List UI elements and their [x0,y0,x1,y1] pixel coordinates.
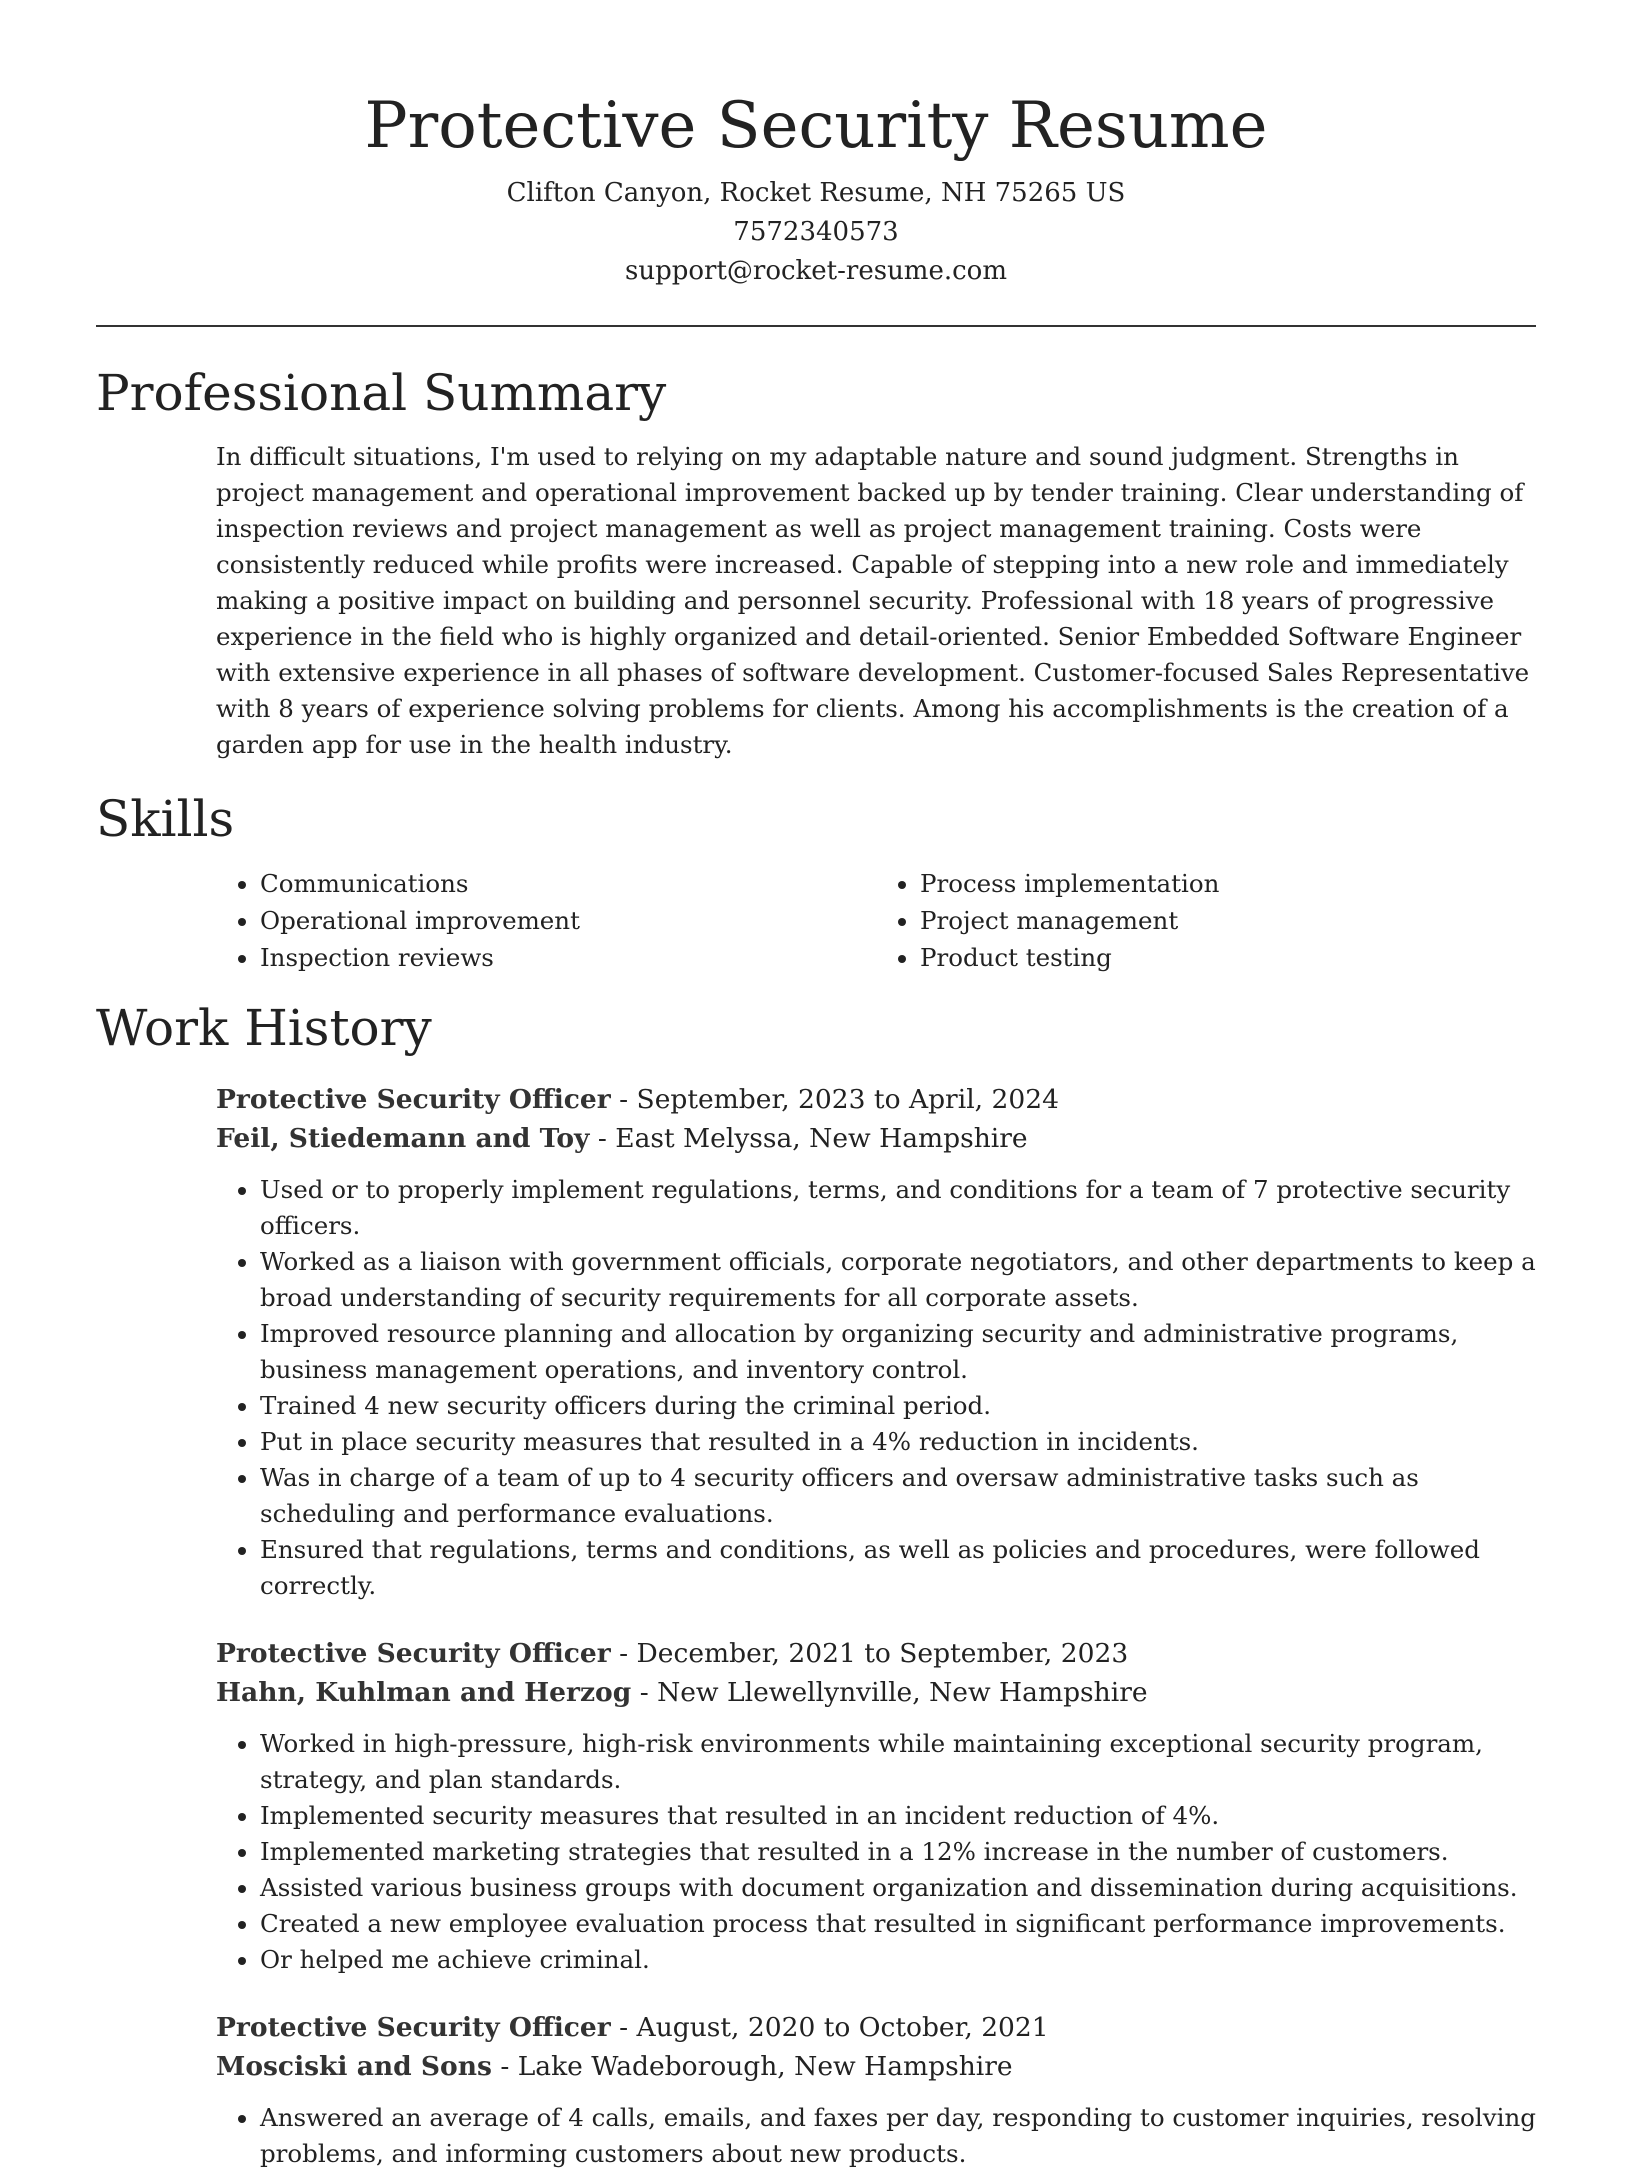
job-company: Feil, Stiedemann and Toy [216,1123,590,1154]
skills-column-left [216,865,876,976]
skill-item: • Communications [260,865,876,902]
skills-heading: Skills [96,790,235,848]
job-bullets [216,2100,1536,2172]
job-bullet: • Ensured that regulations, terms and conditions, as well as policies and procedures, were followed correctly. [260,1532,1536,1604]
job-title: Protective Security Officer [216,2012,611,2043]
job-bullet: • Was in charge of a team of up to 4 security officers and oversaw administrative tasks such as scheduling and performance evaluations. [260,1460,1536,1532]
job-location: - New Llewellynville, New Hampshire [631,1677,1148,1708]
job-location: - East Melyssa, New Hampshire [589,1123,1028,1154]
job-bullet: • Improved resource planning and allocation by organizing security and administrative programs, business management operations, and inventory control. [260,1316,1536,1388]
job-bullet: • Trained 4 new security officers during the criminal period. [260,1388,1536,1424]
skill-item: • Project management [920,902,1536,939]
job-company-line [216,2047,1536,2086]
job-company: Hahn, Kuhlman and Herzog [216,1677,632,1708]
job-location: - Lake Wadeborough, New Hampshire [491,2051,1013,2082]
job-bullets [216,1726,1536,1978]
job-bullet: • Put in place security measures that resulted in a 4% reduction in incidents. [260,1424,1536,1460]
job-dates: - August, 2020 to October, 2021 [610,2012,1049,2043]
job-company: Mosciski and Sons [216,2051,492,2082]
job-company-line [216,1673,1536,1712]
skills-column-right [876,865,1536,976]
skill-item: • Process implementation [920,865,1536,902]
job-bullet: • Assisted various business groups with document organization and dissemination during acquisitions. [260,1870,1536,1906]
job-dates: - September, 2023 to April, 2024 [610,1084,1059,1115]
skill-item: • Inspection reviews [260,939,876,976]
job-bullet: • Implemented marketing strategies that resulted in a 12% increase in the number of customers. [260,1834,1536,1870]
job-entry [216,1080,1536,1604]
job-entry [216,1634,1536,1978]
job-bullet: • Worked as a liaison with government officials, corporate negotiators, and other departments to keep a broad understanding of security requirements for all corporate assets. [260,1244,1536,1316]
summary-heading: Professional Summary [96,364,667,422]
summary-section [96,363,1536,763]
skills-section [96,789,1536,976]
job-entry [216,2008,1536,2172]
work-history-section [96,998,1536,2172]
skill-item: • Product testing [920,939,1536,976]
job-bullet: • Or helped me achieve criminal. [260,1942,1536,1978]
job-title-line [216,1634,1536,1673]
job-title-line [216,2008,1536,2047]
contact-email[interactable]: support@rocket-resume.com [624,256,1007,286]
job-company-line [216,1119,1536,1158]
contact-phone: 7572340573 [733,217,899,247]
job-bullets [216,1172,1536,1604]
contact-info [96,174,1536,291]
job-bullet: • Created a new employee evaluation process that resulted in significant performance improvements. [260,1906,1536,1942]
job-title-line [216,1080,1536,1119]
job-bullet: • Used or to properly implement regulations, terms, and conditions for a team of 7 protective security officers. [260,1172,1536,1244]
skills-grid [216,865,1536,976]
header-divider [96,325,1536,327]
contact-address: Clifton Canyon, Rocket Resume, NH 75265 US [506,178,1126,208]
work-history-heading: Work History [96,999,432,1057]
resume-header [96,0,1536,291]
job-bullet: • Implemented security measures that resulted in an incident reduction of 4%. [260,1798,1536,1834]
job-dates: - December, 2021 to September, 2023 [610,1638,1129,1669]
job-bullet: • Answered an average of 4 calls, emails, and faxes per day, responding to customer inquiries, resolving problems, and informing customers about new products. [260,2100,1536,2172]
skill-item: • Operational improvement [260,902,876,939]
resume-title: Protective Security Resume [364,89,1268,163]
job-title: Protective Security Officer [216,1638,611,1669]
summary-text: In difficult situations, I'm used to relying on my adaptable nature and sound judgment. Strengths in project management and operational improvement backed up by tender training. Clear understanding of inspection reviews and project management as well as project management training. Costs were consistently reduced while profits were increased. Capable of stepping into a new role and immediately making a positive impact on building and personnel security. Professional with 18 years of progressive experience in the field who is highly organized and detail-oriented. Senior Embedded Software Engineer with extensive experience in all phases of software development. Customer-focused Sales Representative with 8 years of experience solving problems for clients. Among his accomplishments is the creation of a garden app for use in the health industry. [216,442,1530,759]
job-title: Protective Security Officer [216,1084,611,1115]
job-bullet: • Worked in high-pressure, high-risk environments while maintaining exceptional security program, strategy, and plan standards. [260,1726,1536,1798]
